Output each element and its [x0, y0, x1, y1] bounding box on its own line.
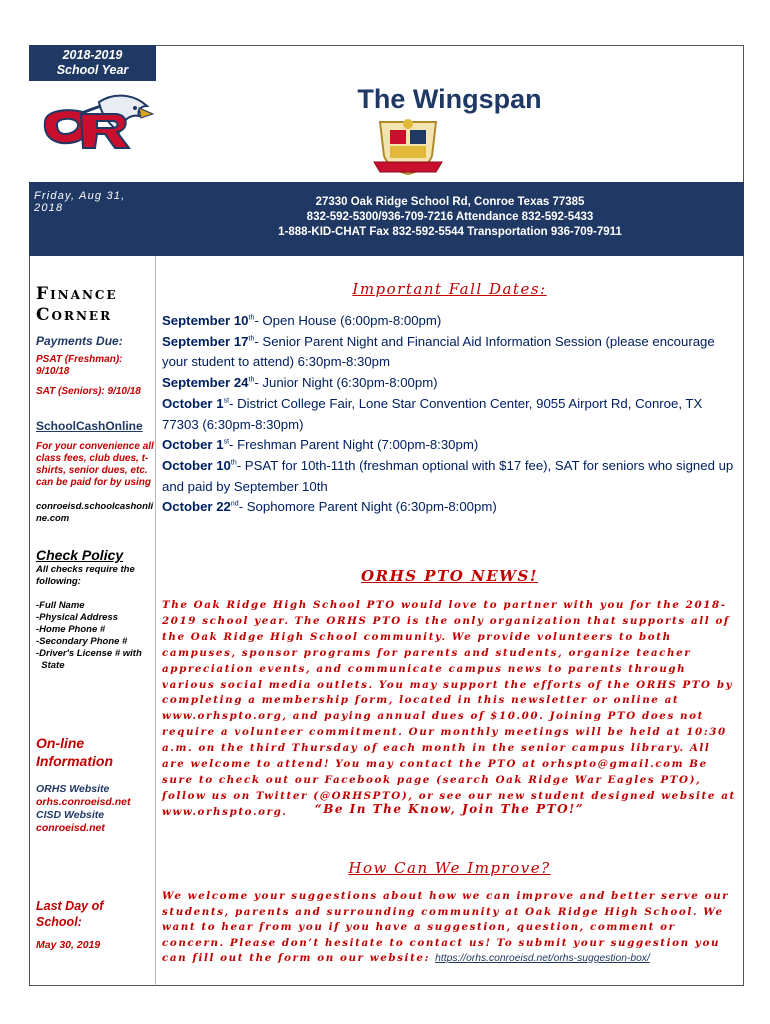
eagle-logo-icon	[29, 84, 156, 172]
cisd-website-label: CISD Website	[36, 809, 105, 821]
date-suffix: th	[230, 459, 237, 467]
suggestion-box-link[interactable]: https://orhs.conroeisd.net/orhs-suggestion-box/	[435, 953, 650, 964]
fall-dates-list	[162, 311, 742, 518]
school-year-label: School Year	[56, 63, 129, 77]
pto-news-title: ORHS PTO NEWS!	[361, 567, 538, 585]
pto-motto: “Be In The Know, Join The PTO!”	[314, 802, 585, 816]
list-item: -Home Phone #	[36, 624, 106, 635]
payments-due-heading: Payments Due:	[36, 334, 123, 348]
online-heading-line1: On-line	[36, 735, 85, 751]
orhs-website-label: ORHS Website	[36, 783, 110, 795]
cisd-website-url[interactable]: conroeisd.net	[36, 822, 105, 834]
event-text: - District College Fair, Lone Star Convention Center, 9055 Airport Rd, Conroe, TX 77303 (6:30pm-8:30pm)	[162, 395, 703, 432]
check-policy-intro: All checks require the following:	[36, 564, 135, 587]
date-suffix: nd	[230, 500, 239, 508]
school-crest-icon	[372, 116, 444, 180]
list-item	[162, 435, 742, 456]
newsletter-title: The Wingspan	[357, 84, 542, 114]
event-text: - Junior Night (6:30pm-8:00pm)	[254, 375, 438, 391]
event-text: - Senior Parent Night and Financial Aid Information Session (please encourage your student to attend) 6:30pm-8:30pm	[162, 333, 715, 370]
convenience-note: For your convenience all class fees, club dues, t-shirts, senior dues, etc. can be paid for by using	[36, 441, 154, 488]
schoolcash-url[interactable]: conroeisd.schoolcashonline.com	[36, 501, 154, 524]
school-year-range: 2018-2019	[62, 48, 123, 62]
event-date: October 1	[162, 437, 224, 453]
event-text: - PSAT for 10th-11th (freshman optional with $17 fee), SAT for seniors who signed up and paid by September 10th	[162, 457, 734, 494]
fall-dates-title: Important Fall Dates:	[352, 280, 547, 298]
event-date: September 17	[162, 333, 249, 349]
last-day-line1: Last Day of	[36, 899, 104, 913]
list-item	[162, 311, 742, 332]
last-day-date: May 30, 2019	[36, 939, 101, 951]
check-requirements-list	[36, 600, 154, 672]
phone-line: 832-592-5300/936-709-7216 Attendance 832-592-5433	[306, 211, 594, 223]
list-item: -Full Name	[36, 600, 85, 611]
finance-corner-title	[36, 284, 154, 326]
event-date: October 10	[162, 457, 231, 473]
school-year-box	[29, 45, 156, 81]
list-item	[162, 373, 742, 394]
fax-line: 1-888-KID-CHAT Fax 832-592-5544 Transportation 936-709-7911	[278, 226, 622, 238]
address-line: 27330 Oak Ridge School Rd, Conroe Texas 77385	[315, 196, 585, 208]
date-suffix: st	[223, 397, 230, 405]
check-policy-title: Check Policy	[36, 547, 124, 563]
finance-title-line1: Finance	[36, 284, 118, 304]
last-day-line2: School:	[36, 915, 82, 929]
sidebar	[29, 256, 156, 986]
finance-title-line2: Corner	[36, 305, 113, 325]
schoolcash-link[interactable]: SchoolCashOnline	[36, 419, 143, 433]
list-item: -Secondary Phone #	[36, 636, 128, 647]
list-item: State	[36, 660, 65, 671]
list-item: -Driver's License # with	[36, 648, 142, 659]
orhs-website-url[interactable]: orhs.conroeisd.net	[36, 796, 131, 808]
improve-text: We welcome your suggestions about how we can improve and better serve our students, parents and surrounding community at Oak Ridge High School. We want to hear from you if you have a suggestion, question, comment or concern. Please don’t hesitate to contact us! To submit your suggestion you can fill out the form on our website:	[162, 890, 730, 964]
event-date: October 22	[162, 499, 231, 515]
sat-due: SAT (Seniors): 9/10/18	[36, 386, 141, 397]
main-content	[156, 256, 744, 986]
last-day-heading	[36, 898, 154, 930]
date-suffix: th	[248, 376, 255, 384]
event-text: - Freshman Parent Night (7:00pm-8:30pm)	[229, 437, 479, 453]
pto-news-body: The Oak Ridge High School PTO would love to partner with you for the 2018-2019 school year. The ORHS PTO is the only organization that supports all of the Oak Ridge High School community. We provide volunteers to both campuses, sponsor programs for parents and students, organize teacher appreciation events, and communicate campus news to parents through various social media outlets. You may support the efforts of the ORHS PTO by completing a membership form, located in this newsletter or online at www.orhspto.org, and paying annual dues of $10.00. Joining PTO does not require a volunteer commitment. Our monthly meetings will be held at 10:30 a.m. on the third Thursday of each month in the senior campus library. All are welcome to attend! You may contact the PTO at orhspto@gmail.com Be sure to check out our Facebook page (search Oak Ridge War Eagles PTO), follow us on Twitter (@ORHSPTO), or see our new student designed website at www.orhspto.org.	[162, 599, 736, 818]
online-heading-line2: Information	[36, 753, 113, 769]
title-box	[156, 45, 744, 182]
event-text: - Open House (6:00pm-8:00pm)	[254, 313, 442, 328]
improve-body	[162, 889, 736, 967]
list-item	[162, 456, 742, 497]
date-suffix: th	[248, 335, 255, 343]
event-text: - Sophomore Parent Night (6:30pm-8:00pm)	[238, 499, 497, 515]
date-suffix: st	[223, 438, 230, 446]
list-item: -Physical Address	[36, 612, 119, 623]
date-suffix: th	[248, 314, 255, 322]
event-date: September 10	[162, 313, 249, 328]
list-item	[162, 332, 742, 373]
improve-title: How Can We Improve?	[348, 859, 551, 877]
issue-date: Friday, Aug 31, 2018	[29, 182, 156, 256]
list-item	[162, 394, 742, 435]
event-date: September 24	[162, 375, 249, 391]
event-date: October 1	[162, 395, 224, 411]
contact-info	[156, 182, 744, 256]
online-info-heading	[36, 734, 154, 770]
psat-due: PSAT (Freshman): 9/10/18	[36, 354, 123, 377]
list-item	[162, 497, 742, 518]
school-logo	[29, 84, 156, 172]
